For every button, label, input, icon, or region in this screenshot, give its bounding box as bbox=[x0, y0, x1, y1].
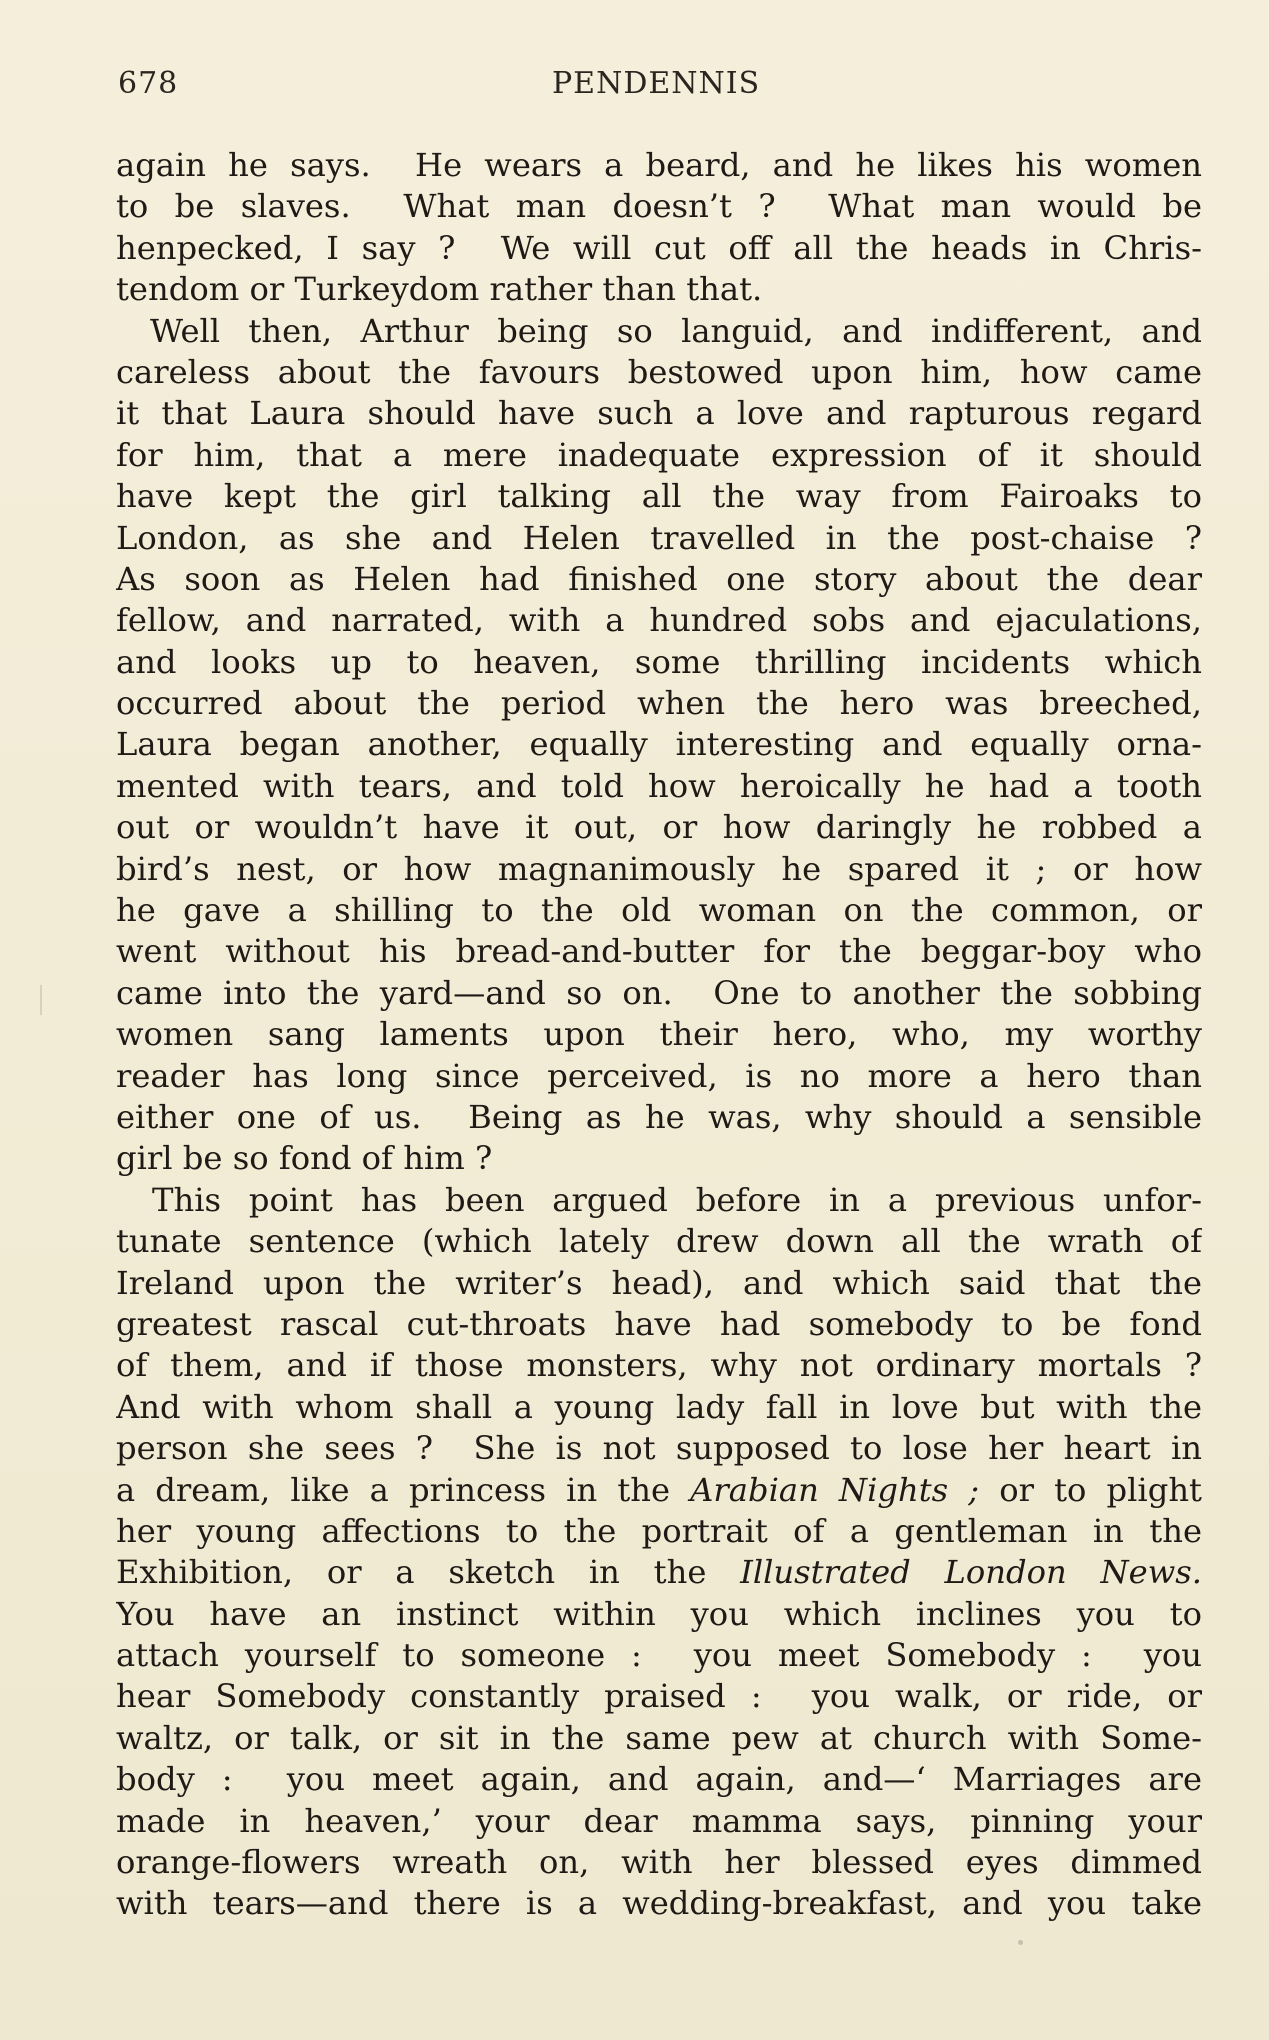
text-line: greatest rascal cut-throats have had somebody to be fond bbox=[116, 1304, 1202, 1343]
text-segment: or to plight bbox=[979, 1470, 1202, 1509]
text-line: mented with tears, and told how heroically he had a tooth bbox=[116, 766, 1202, 805]
text-line: her young affections to the portrait of a gentleman in the bbox=[116, 1511, 1202, 1550]
text-line: person she sees ? She is not supposed to lose her heart in bbox=[116, 1429, 1202, 1468]
text-line: bird’s nest, or how magnanimously he spared it ; or how bbox=[116, 849, 1202, 888]
text-line: Ireland upon the writer’s head), and which said that the bbox=[116, 1263, 1202, 1302]
text-line: careless about the favours bestowed upon him, how came bbox=[116, 352, 1202, 391]
text-line: attach yourself to someone : you meet Somebody : you bbox=[116, 1636, 1202, 1675]
text-line: out or wouldn’t have it out, or how daringly he robbed a bbox=[116, 808, 1202, 847]
page-number: 678 bbox=[118, 66, 179, 101]
text-line: You have an instinct within you which inclines you to bbox=[116, 1594, 1202, 1633]
text-line: and looks up to heaven, some thrilling incidents which bbox=[116, 642, 1202, 681]
text-line: either one of us. Being as he was, why should a sensible bbox=[116, 1097, 1202, 1136]
text-line: body : you meet again, and again, and—‘ Marriages are bbox=[116, 1760, 1202, 1799]
paragraph-start-line: This point has been argued before in a previous unfor- bbox=[152, 1180, 1202, 1219]
text-line: tunate sentence (which lately drew down all the wrath of bbox=[116, 1222, 1202, 1261]
text-line: As soon as Helen had finished one story about the dear bbox=[116, 559, 1202, 598]
text-line: hear Somebody constantly praised : you walk, or ride, or bbox=[116, 1677, 1202, 1716]
text-line-with-italic bbox=[116, 1470, 1202, 1511]
text-line: again he says. He wears a beard, and he likes his women bbox=[116, 146, 1202, 184]
italic-title: Illustrated London News. bbox=[740, 1553, 1202, 1592]
text-line: of them, and if those monsters, why not ordinary mortals ? bbox=[116, 1346, 1202, 1385]
text-line: with tears—and there is a wedding-breakfast, and you take bbox=[116, 1884, 1202, 1923]
text-line: it that Laura should have such a love and rapturous regard bbox=[116, 394, 1202, 433]
text-line: tendom or Turkeydom rather than that. bbox=[116, 270, 763, 309]
paragraph-start-line: Well then, Arthur being so languid, and indifferent, and bbox=[150, 311, 1202, 350]
text-line: women sang laments upon their hero, who, my worthy bbox=[116, 1015, 1202, 1054]
text-line: he gave a shilling to the old woman on the common, or bbox=[116, 891, 1202, 930]
italic-title: Arabian Nights ; bbox=[690, 1470, 980, 1509]
text-line: henpecked, I say ? We will cut off all the heads in Chris- bbox=[116, 228, 1202, 267]
text-segment: a dream, like a princess in the bbox=[116, 1470, 691, 1509]
text-line: for him, that a mere inadequate expression of it should bbox=[116, 435, 1202, 474]
running-head: PENDENNIS bbox=[552, 66, 761, 101]
text-line: reader has long since perceived, is no more a hero than bbox=[116, 1056, 1202, 1095]
text-line: waltz, or talk, or sit in the same pew at church with Some- bbox=[116, 1718, 1202, 1757]
text-line: made in heaven,’ your dear mamma says, pinning your bbox=[116, 1801, 1202, 1840]
margin-mark bbox=[40, 985, 42, 1015]
text-line: Laura began another, equally interesting and equally orna- bbox=[116, 725, 1202, 764]
text-line: And with whom shall a young lady fall in love but with the bbox=[116, 1387, 1202, 1426]
body-text bbox=[116, 145, 1202, 1925]
page-speck bbox=[1018, 1940, 1023, 1945]
text-line: went without his bread-and-butter for the beggar-boy who bbox=[116, 932, 1202, 971]
text-line-with-italic bbox=[116, 1552, 1202, 1593]
text-segment: Exhibition, or a sketch in the bbox=[116, 1553, 741, 1592]
text-line: have kept the girl talking all the way from Fairoaks to bbox=[116, 477, 1202, 516]
page-header bbox=[118, 66, 1203, 110]
text-line: came into the yard—and so on. One to another the sobbing bbox=[116, 973, 1202, 1012]
text-line: orange-flowers wreath on, with her blessed eyes dimmed bbox=[116, 1843, 1202, 1882]
text-line: girl be so fond of him ? bbox=[116, 1139, 493, 1178]
text-line: London, as she and Helen travelled in the post-chaise ? bbox=[116, 518, 1202, 557]
text-line: to be slaves. What man doesn’t ? What man would be bbox=[116, 187, 1202, 226]
text-line: occurred about the period when the hero was breeched, bbox=[116, 684, 1202, 723]
text-line: fellow, and narrated, with a hundred sobs and ejaculations, bbox=[116, 601, 1202, 640]
